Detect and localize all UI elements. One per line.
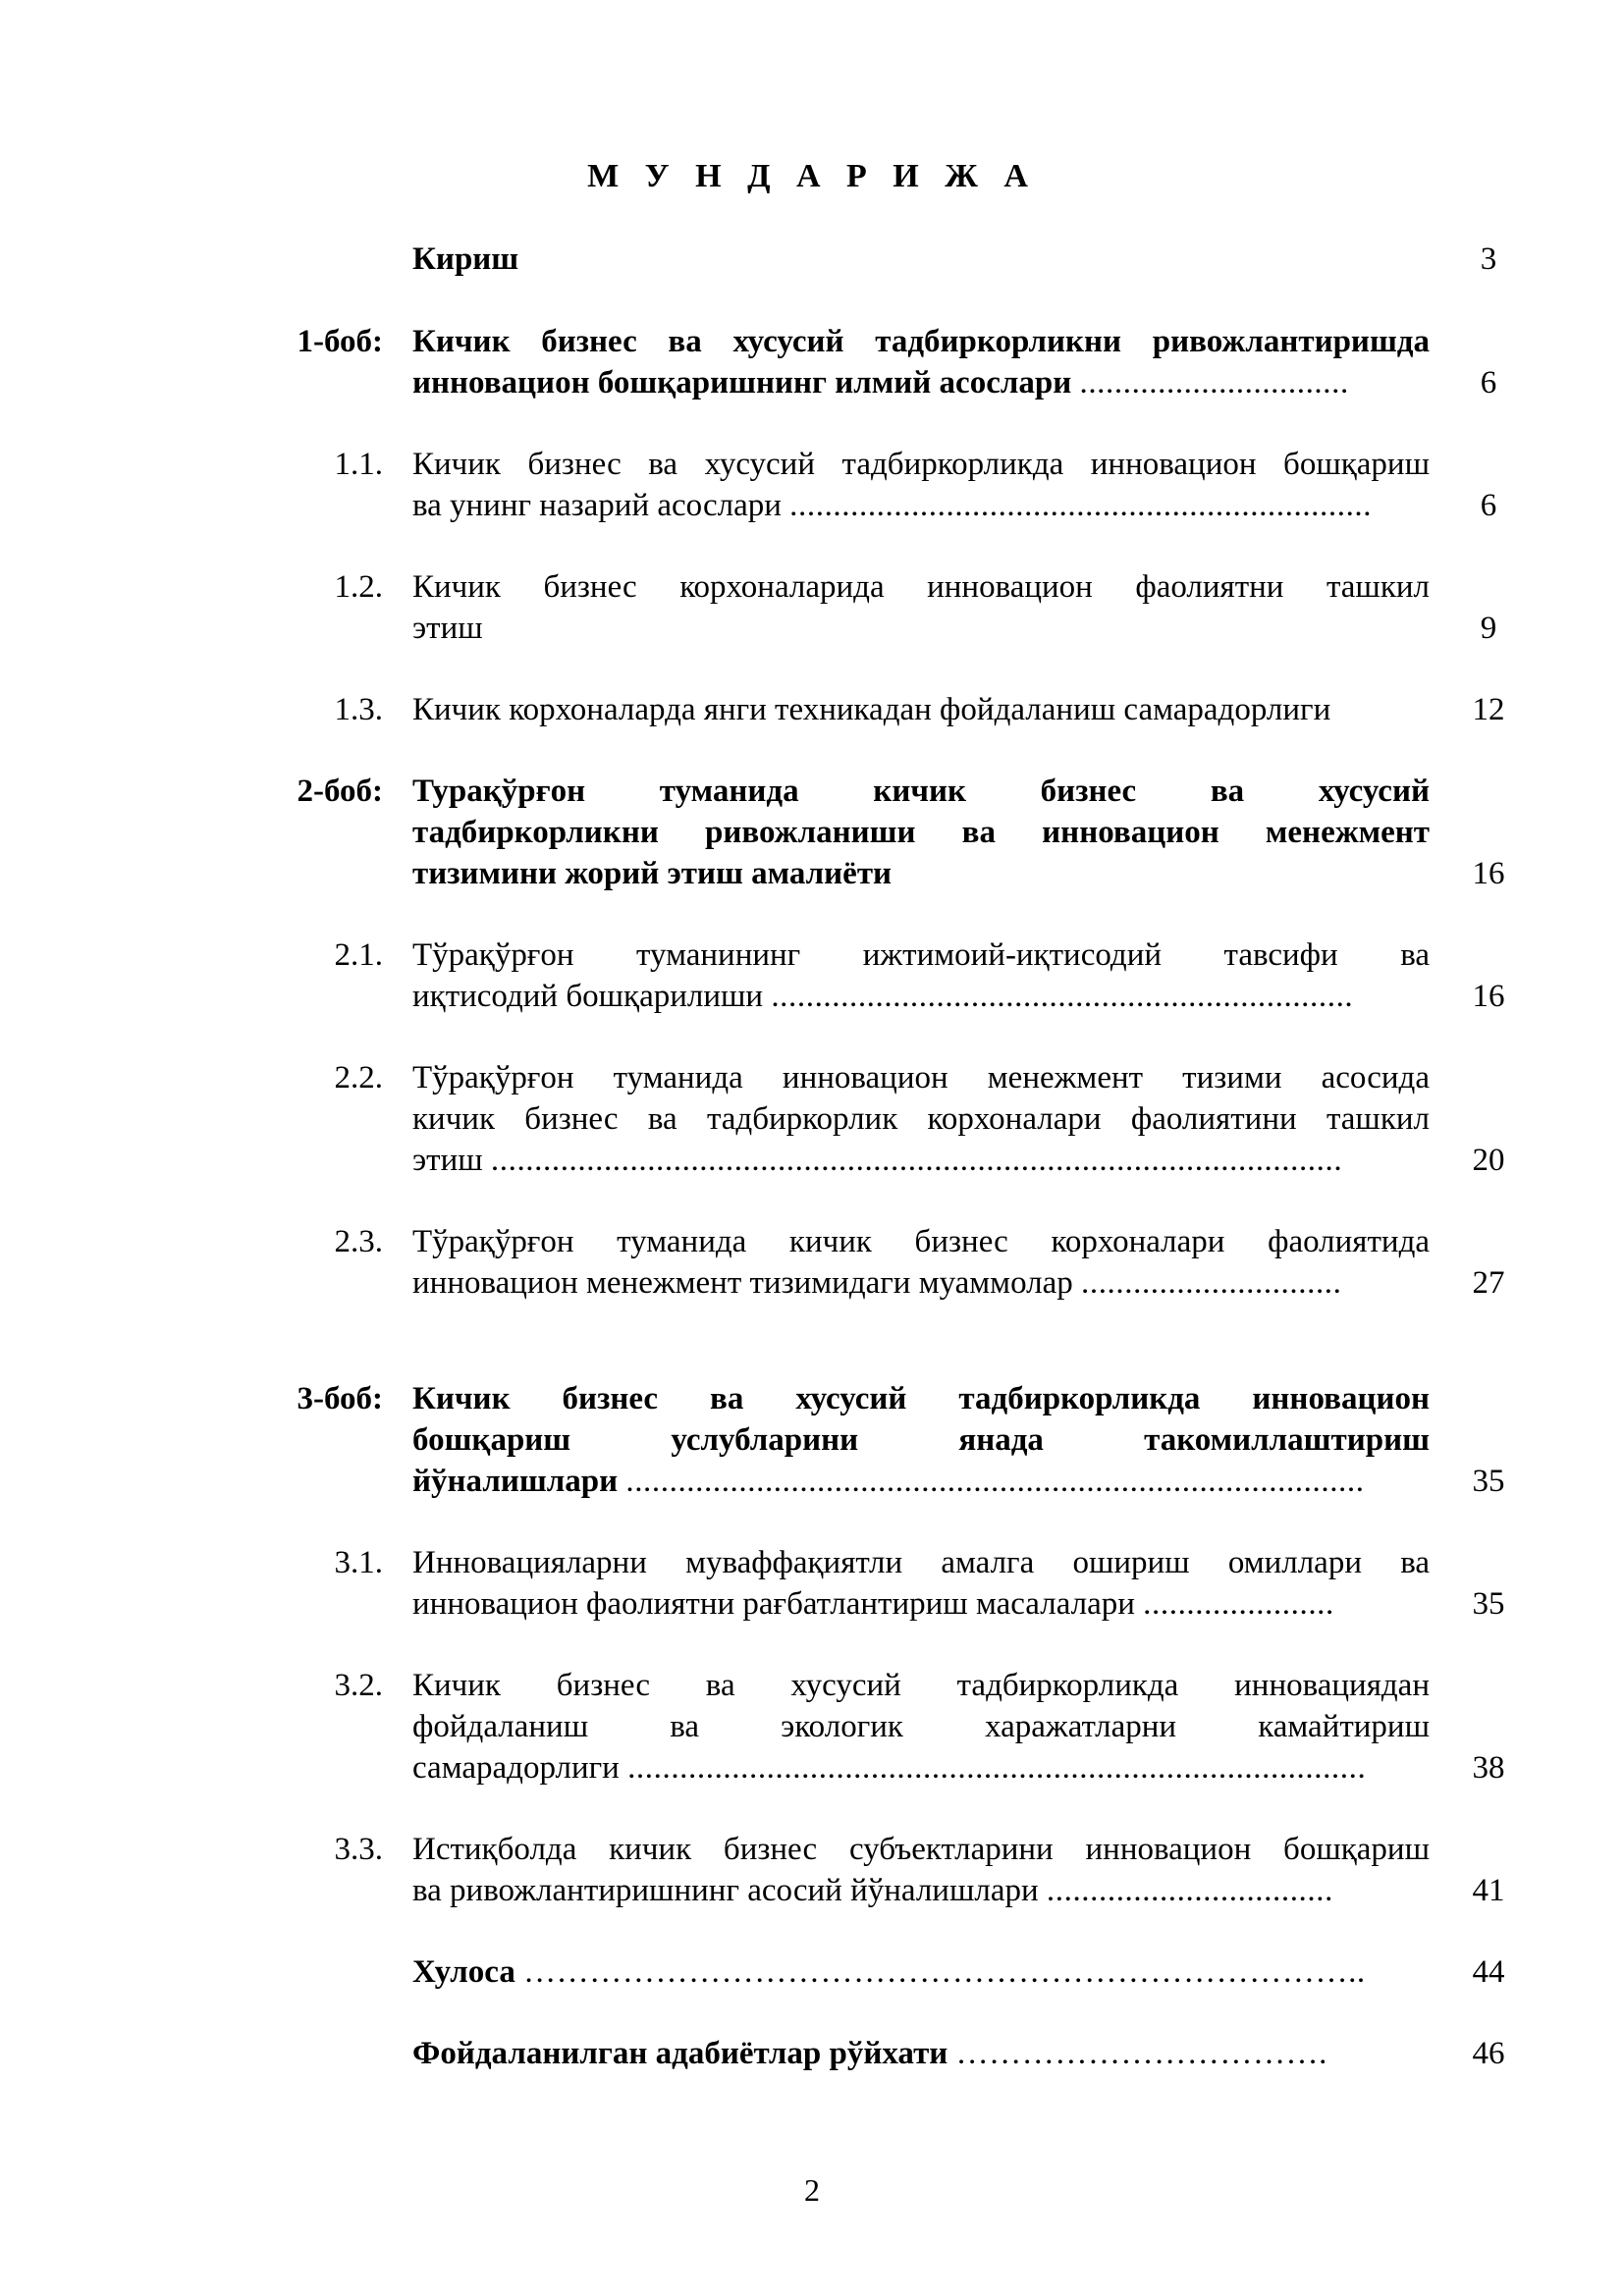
toc-entry-title-line <box>412 1057 1430 1098</box>
toc-entry-page: 12 <box>1472 692 1505 727</box>
toc-entry-title <box>412 689 1430 730</box>
toc-entry-title-line <box>412 1542 1430 1583</box>
toc-entry-title <box>412 239 1430 280</box>
toc-entry-title <box>412 1829 1430 1911</box>
toc-entry-page: 35 <box>1472 1464 1505 1499</box>
toc-entry-label: 2.3. <box>334 1224 383 1259</box>
toc-entry-title-line <box>412 853 1430 894</box>
toc-entry-label: 1.2. <box>334 569 383 605</box>
toc-entry-title <box>412 1665 1430 1789</box>
toc-entry-title-text: Кичик бизнес ва хусусий тадбиркорликда инновациядан <box>412 1668 1430 1703</box>
toc-leader-dots: ..................................................................................... <box>627 1750 1367 1786</box>
toc-entry-title-line <box>412 1419 1430 1461</box>
toc-entry-title-line <box>412 2033 1430 2074</box>
toc-entry-title-line <box>412 1583 1430 1625</box>
toc-entry-title-text: Тўрақўрғон туманининг ижтимоий-иқтисодий тавсифи ва <box>412 937 1430 973</box>
toc-entry-page: 41 <box>1472 1873 1505 1908</box>
toc-entry-title <box>412 444 1430 526</box>
toc-leader-dots: ...................... <box>1143 1586 1334 1622</box>
toc-entry-label: 2-боб: <box>297 774 383 809</box>
toc-entry-title <box>412 1378 1430 1502</box>
toc-entry-title-text: инновацион менежмент тизимидаги муаммолар <box>412 1265 1081 1301</box>
toc-entry-title-line <box>412 444 1430 485</box>
toc-entry-title-line <box>412 1221 1430 1262</box>
toc-entry-title-text: инновацион фаолиятни рағбатлантириш масалалари <box>412 1586 1144 1622</box>
toc-entry-label: 3.2. <box>334 1668 383 1703</box>
toc-leader-dots: ..................................................................................... <box>625 1464 1365 1499</box>
toc-entry-label: 1.3. <box>334 692 383 727</box>
toc-entry-title-text: Турақўрғон туманида кичик бизнес ва хусусий <box>412 774 1430 809</box>
page-title: М У Н Д А Р И Ж А <box>587 158 1037 194</box>
toc-entry-title-text: Кичик бизнес ва хусусий тадбиркорликни ривожлантиришда <box>412 324 1430 359</box>
toc-entry-title <box>412 321 1430 403</box>
toc-entry-title-text: бошқариш услубларини янада такомиллаштириш <box>412 1422 1430 1458</box>
toc-entry-page: 3 <box>1480 241 1497 277</box>
toc-entry-label: 3.3. <box>334 1832 383 1867</box>
toc-entry-title-text: Кириш <box>412 241 519 277</box>
toc-entry-title-text: Хулоса <box>412 1954 524 1990</box>
toc-entry-title-text: Фойдаланилган адабиётлар рўйхати <box>412 2036 956 2071</box>
toc-entry-title-line <box>412 1461 1430 1502</box>
toc-entry-page: 16 <box>1472 979 1505 1014</box>
toc-entry-page: 44 <box>1472 1954 1505 1990</box>
toc-entry-title-text: ва ривожлантиришнинг асосий йўналишлари <box>412 1873 1047 1908</box>
toc-entry-page: 9 <box>1480 611 1497 646</box>
toc-entry-title-line <box>412 1665 1430 1706</box>
toc-entry-title-line <box>412 321 1430 362</box>
toc-entry-title-text: фойдаланиш ва экологик харажатларни камайтириш <box>412 1709 1430 1744</box>
toc-entry-title-line <box>412 239 1430 280</box>
toc-entry-title-line <box>412 934 1430 976</box>
toc-leader-dots: ............................... <box>1079 365 1349 400</box>
toc-entry-page: 38 <box>1472 1750 1505 1786</box>
toc-entry-title-line <box>412 608 1430 649</box>
toc-entry-title-text: этиш <box>412 1143 491 1178</box>
toc-entry-title-text: Тўрақўрғон туманида инновацион менежмент тизими асосида <box>412 1060 1430 1095</box>
toc-entry-title-text: ва унинг назарий асослари <box>412 488 790 523</box>
toc-entry-title-line <box>412 485 1430 526</box>
toc-leader-dots: ................................................................... <box>789 488 1373 523</box>
toc-entry-title-line <box>412 1140 1430 1181</box>
toc-entry-title-line <box>412 1747 1430 1789</box>
toc-entry-title-line <box>412 1870 1430 1911</box>
toc-entry-page: 6 <box>1480 488 1497 523</box>
toc-entry-title-line <box>412 1098 1430 1140</box>
toc-leader-dots: ................................................................... <box>771 979 1354 1014</box>
toc-entry-title-text: Истиқболда кичик бизнес субъектларини инновацион бошқариш <box>412 1832 1430 1867</box>
toc-entry-page: 27 <box>1472 1265 1505 1301</box>
toc-entry-label: 1-боб: <box>297 324 383 359</box>
toc-leader-dots: .............................. <box>1081 1265 1342 1301</box>
toc-entry-title-text: кичик бизнес ва тадбиркорлик корхоналари фаолиятини ташкил <box>412 1101 1430 1137</box>
toc-entry-title-line <box>412 1378 1430 1419</box>
toc-entry-label: 2.2. <box>334 1060 383 1095</box>
toc-entry-title <box>412 934 1430 1017</box>
toc-entry-title-text: Кичик корхоналарда янги техникадан фойдаланиш самарадорлиги <box>412 692 1331 727</box>
toc-entry-title-text: Кичик бизнес ва хусусий тадбиркорликда инновацион <box>412 1381 1430 1416</box>
toc-entry-title-text: самарадорлиги <box>412 1750 628 1786</box>
toc-entry-title <box>412 771 1430 894</box>
toc-entry-title-line <box>412 1262 1430 1304</box>
toc-entry-title-text: иқтисодий бошқарилиши <box>412 979 772 1014</box>
toc-entry-title <box>412 1057 1430 1181</box>
toc-entry-page: 20 <box>1472 1143 1505 1178</box>
toc-entry-label: 3-боб: <box>297 1381 383 1416</box>
toc-entry-title-line <box>412 771 1430 812</box>
toc-leader-dots: ................................. <box>1046 1873 1333 1908</box>
toc-entry-title-line <box>412 1951 1430 1993</box>
toc-entry-title-text: инновацион бошқаришнинг илмий асослари <box>412 365 1080 400</box>
toc-entry-title-line <box>412 362 1430 403</box>
toc-entry-title <box>412 1951 1430 1993</box>
toc-leader-dots: ………………………………………………………………….. <box>523 1954 1366 1990</box>
toc-entry-title <box>412 2033 1430 2074</box>
toc-entry-page: 6 <box>1480 365 1497 400</box>
toc-entry-title <box>412 1542 1430 1625</box>
toc-entry-title <box>412 1221 1430 1304</box>
toc-entry-label: 3.1. <box>334 1545 383 1580</box>
toc-entry-title-text: Кичик бизнес ва хусусий тадбиркорликда инновацион бошқариш <box>412 447 1430 482</box>
toc-entry-page: 35 <box>1472 1586 1505 1622</box>
page-number: 2 <box>804 2172 820 2208</box>
toc-leader-dots: ……………………………. <box>955 2036 1328 2071</box>
toc-entry-title-text: йўналишлари <box>412 1464 626 1499</box>
toc-entry-label: 1.1. <box>334 447 383 482</box>
toc-entry-page: 16 <box>1472 856 1505 891</box>
toc-entry-title-line <box>412 1829 1430 1870</box>
toc-entry-title-line <box>412 566 1430 608</box>
toc-entry-page: 46 <box>1472 2036 1505 2071</box>
toc-entry-title-line <box>412 689 1430 730</box>
toc-entry-title-line <box>412 812 1430 853</box>
toc-entry-title-text: тадбиркорликни ривожланиши ва инновацион менежмент <box>412 815 1430 850</box>
toc-entry-title-text: Тўрақўрғон туманида кичик бизнес корхоналари фаолиятида <box>412 1224 1430 1259</box>
toc-entry-title-text: этиш <box>412 611 483 646</box>
toc-leader-dots: .................................................................................................. <box>490 1143 1343 1178</box>
toc-entry-title-text: Инновацияларни муваффақиятли амалга ошириш омиллари ва <box>412 1545 1430 1580</box>
toc-entry-title-text: Кичик бизнес корхоналарида инновацион фаолиятни ташкил <box>412 569 1430 605</box>
toc-entry-title-text: тизимини жорий этиш амалиёти <box>412 856 893 891</box>
toc-entry-title-line <box>412 976 1430 1017</box>
toc-entry-title-line <box>412 1706 1430 1747</box>
toc-entry-title <box>412 566 1430 649</box>
toc-entry-label: 2.1. <box>334 937 383 973</box>
